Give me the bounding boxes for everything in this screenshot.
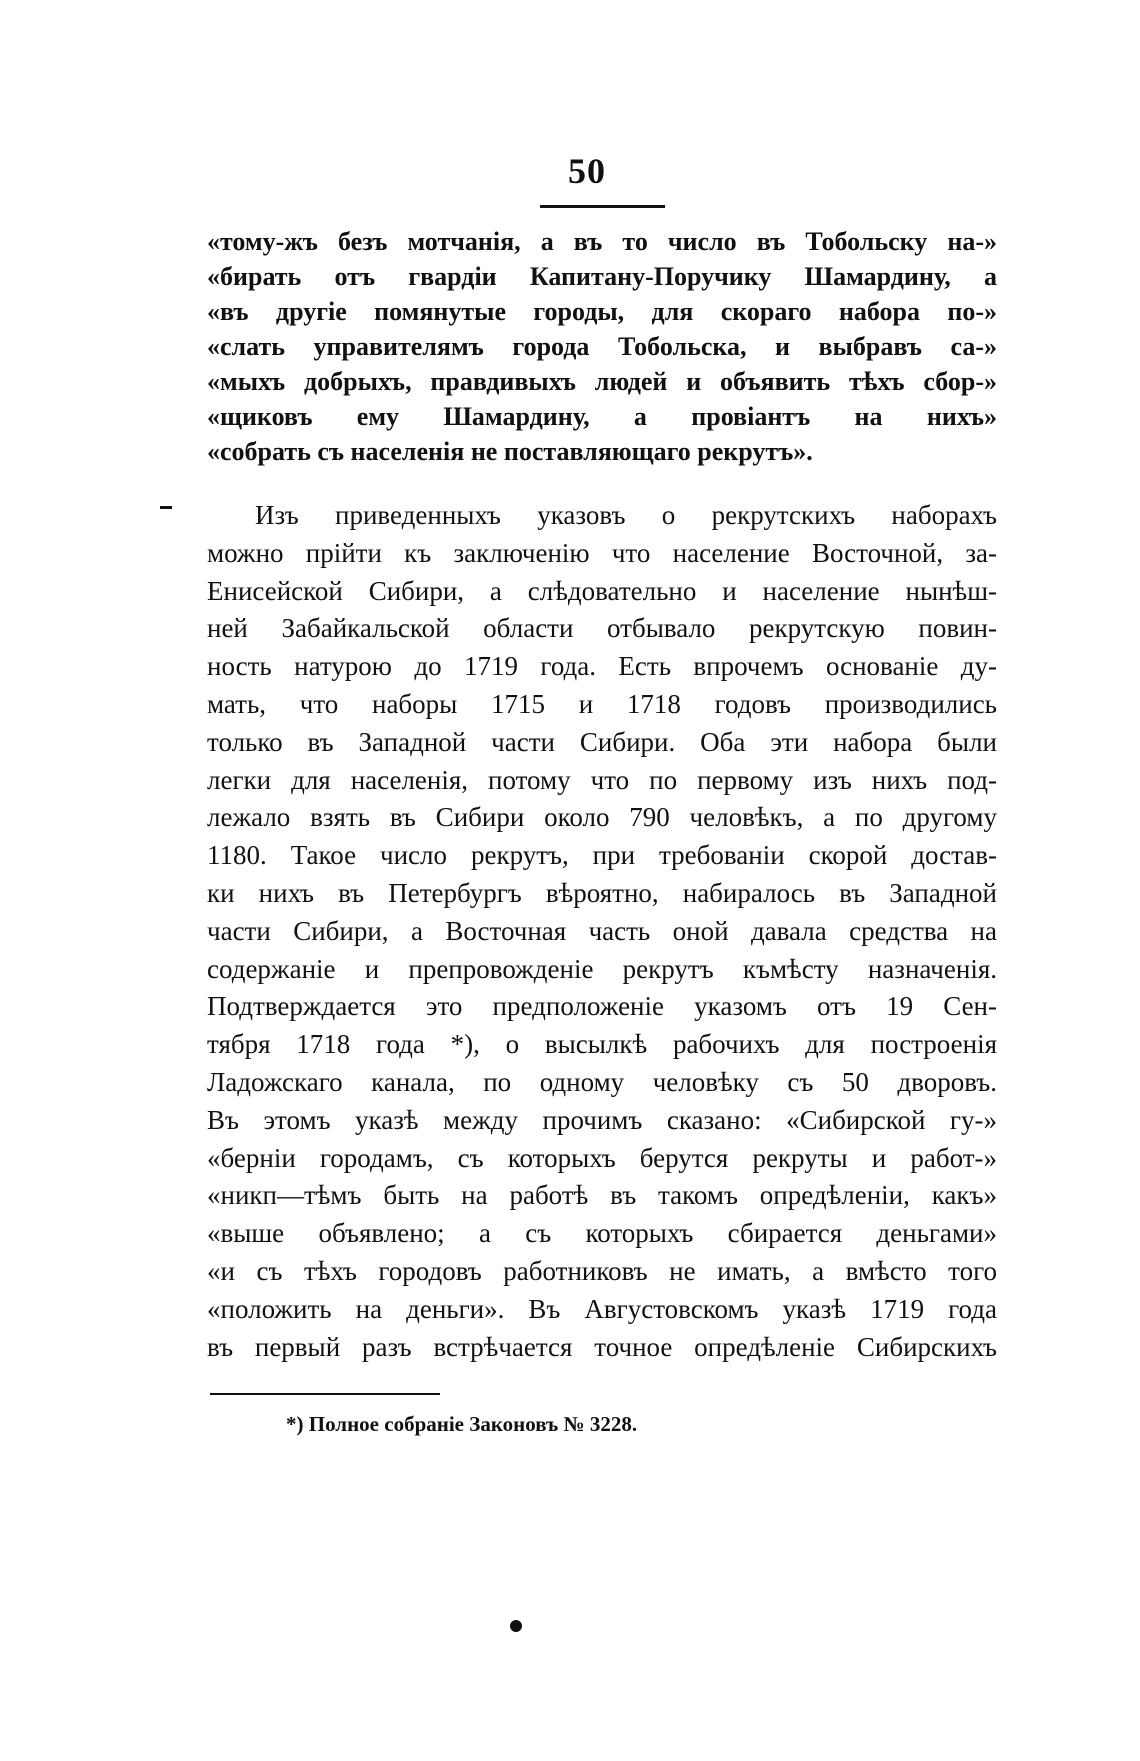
main-text [207,224,997,1366]
footnote: *) Полное собраніе Законовъ № 3228. [286,1412,638,1436]
quote-line: «щиковъ ему Шамардину, а провіантъ на нихъ» [207,402,997,431]
quoted-decree [207,224,997,469]
quote-line: «тому-жъ безъ мотчанія, а въ то число въ Тобольску на-» [207,227,997,256]
text-line: части Сибири, а Восточная часть оной давала средства на [207,915,997,946]
text-line: Енисейской Сибири, а слѣдовательно и население нынѣш- [207,575,997,606]
text-line: Подтверждается это предположеніе указомъ отъ 19 Сен- [207,991,997,1022]
page-number: 50 [568,151,606,191]
bottom-bullet [510,1620,522,1632]
text-line: «и съ тѣхъ городовъ работниковъ не имать, а вмѣсто того [207,1255,997,1286]
text-line: только въ Западной части Сибири. Оба эти набора были [207,726,997,757]
text-line: лежало взять въ Сибири около 790 человѣкъ, а по другому [207,802,997,833]
text-line: можно прійти къ заключенію что население Восточной, за- [207,537,997,568]
quote-line: «мыхъ добрыхъ, правдивыхъ людей и объявить тѣхъ сбор-» [207,367,997,396]
text-line: «никп—тѣмъ быть на работѣ въ такомъ опредѣленіи, какъ» [207,1180,997,1211]
text-line: «положить на деньги». Въ Августовскомъ указѣ 1719 года [207,1293,997,1324]
text-line: «берніи городамъ, съ которыхъ берутся рекруты и работ-» [207,1142,997,1173]
footnote-rule [210,1393,440,1395]
text-line: тября 1718 года *), о высылкѣ рабочихъ для построенія [207,1029,997,1060]
text-line: мать, что наборы 1715 и 1718 годовъ производились [207,688,997,719]
text-line: ность натурою до 1719 года. Есть впрочемъ основаніе ду- [207,651,997,682]
text-line: «выше объявлено; а съ которыхъ сбирается деньгами» [207,1218,997,1249]
text-line: ки нихъ въ Петербургъ вѣроятно, набиралось въ Западной [207,877,997,908]
quote-line: «бирать отъ гвардіи Капитану-Поручику Шамардину, а [207,262,997,291]
margin-dash [160,506,172,509]
text-line: 1180. Такое число рекрутъ, при требованіи скорой достав- [207,840,997,871]
quote-line: «въ другіе помянутые городы, для скораго набора по-» [207,297,997,326]
text-line: въ первый разъ встрѣчается точное опредѣленіе Сибирскихъ [207,1331,997,1362]
text-line: Ладожскаго канала, по одному человѣку съ 50 дворовъ. [207,1066,997,1097]
page-number-underline [540,205,665,208]
text-line: Изъ приведенныхъ указовъ о рекрутскихъ наборахъ [255,500,997,530]
body-paragraph [207,497,997,1366]
quote-line: «слать управителямъ города Тобольска, и выбравъ са-» [207,332,997,361]
quote-line: «собрать съ населенія не поставляющаго рекрутъ». [207,437,813,466]
text-line: содержаніе и препровожденіе рекрутъ къмѣсту назначенія. [207,953,997,984]
text-line: ней Забайкальской области отбывало рекрутскую повин- [207,613,997,644]
text-line: легки для населенія, потому что по первому изъ нихъ под- [207,764,997,795]
text-line: Въ этомъ указѣ между прочимъ сказано: «Сибирской гу-» [207,1104,997,1135]
